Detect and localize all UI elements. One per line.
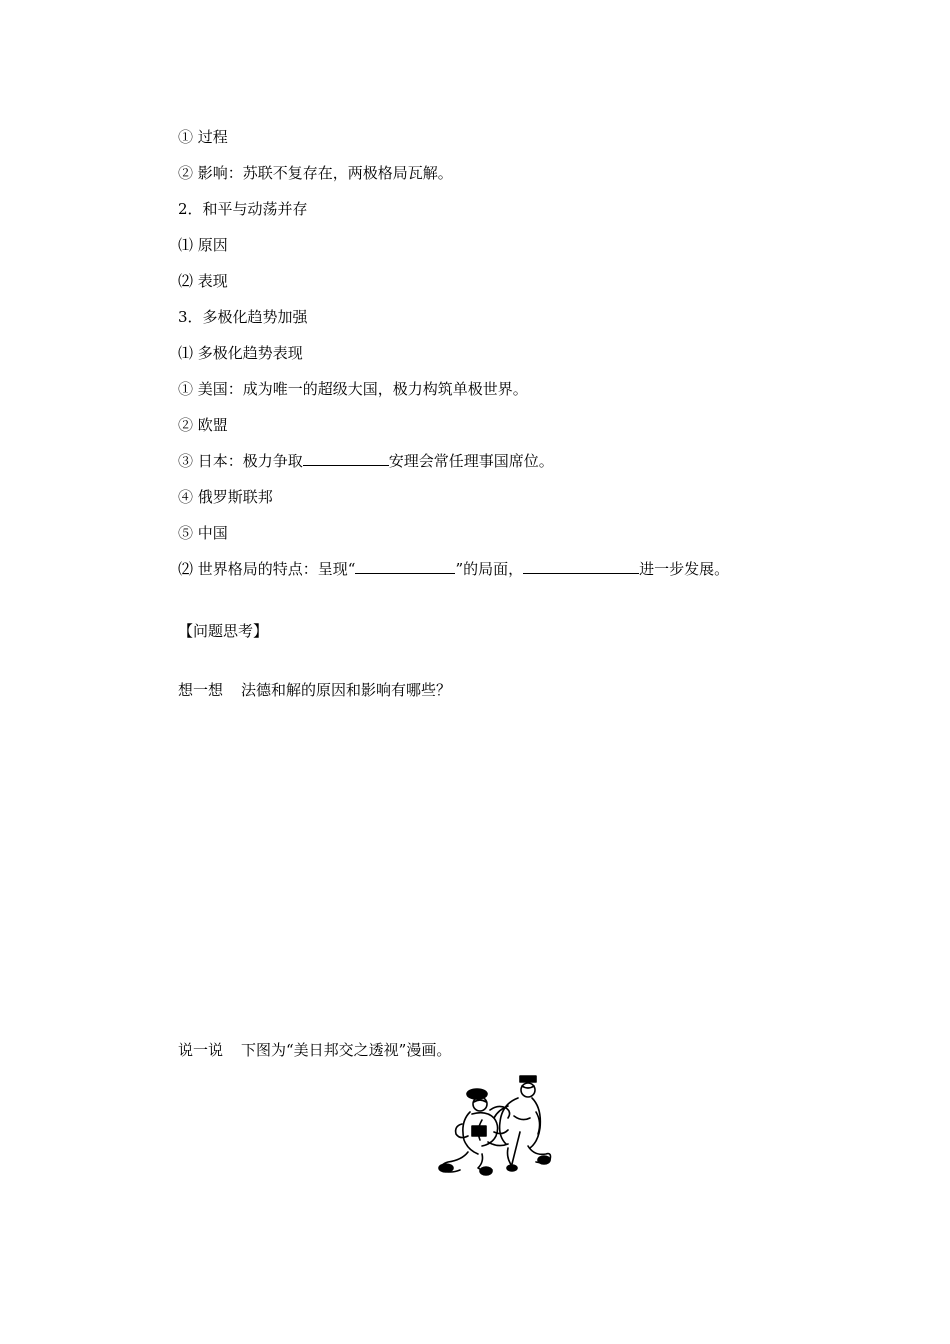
outline-item-trend: ⑴ 多极化趋势表现 bbox=[178, 344, 303, 362]
fill-blank-japan[interactable] bbox=[303, 451, 389, 466]
japan-text-pre: ③ 日本：极力争取 bbox=[178, 452, 303, 470]
outline-item-eu: ② 欧盟 bbox=[178, 416, 228, 434]
outline-item-impact: ② 影响：苏联不复存在，两极格局瓦解。 bbox=[178, 164, 453, 182]
outline-item-pattern bbox=[178, 559, 729, 579]
outline-item-cause: ⑴ 原因 bbox=[178, 236, 228, 254]
fill-blank-pattern[interactable] bbox=[355, 559, 455, 574]
outline-heading-peace: 2．和平与动荡并存 bbox=[178, 200, 308, 218]
cartoon-two-figures-icon bbox=[432, 1072, 552, 1180]
outline-item-process: ① 过程 bbox=[178, 128, 228, 146]
discuss-prompt bbox=[178, 1040, 451, 1060]
outline-item-russia: ④ 俄罗斯联邦 bbox=[178, 488, 273, 506]
think-question-text: 法德和解的原因和影响有哪些？ bbox=[241, 681, 452, 699]
pattern-text-mid: ”的局面， bbox=[455, 560, 524, 578]
think-label: 想一想 bbox=[178, 681, 224, 699]
outline-item-usa: ① 美国：成为唯一的超级大国，极力构筑单极世界。 bbox=[178, 380, 528, 398]
pattern-text-pre: ⑵ 世界格局的特点：呈现“ bbox=[178, 560, 356, 578]
outline-item-manifestation: ⑵ 表现 bbox=[178, 272, 228, 290]
discuss-label: 说一说 bbox=[178, 1041, 224, 1059]
outline-heading-multipolar: 3．多极化趋势加强 bbox=[178, 308, 308, 326]
pattern-text-post: 进一步发展。 bbox=[639, 560, 730, 578]
outline-item-china: ⑤ 中国 bbox=[178, 524, 228, 542]
discuss-text: 下图为“美日邦交之透视”漫画。 bbox=[241, 1041, 452, 1059]
think-question bbox=[178, 680, 451, 700]
outline-item-japan bbox=[178, 451, 554, 471]
section-title: 【问题思考】 bbox=[178, 622, 269, 640]
japan-text-post: 安理会常任理事国席位。 bbox=[388, 452, 554, 470]
fill-blank-trend[interactable] bbox=[523, 559, 639, 574]
